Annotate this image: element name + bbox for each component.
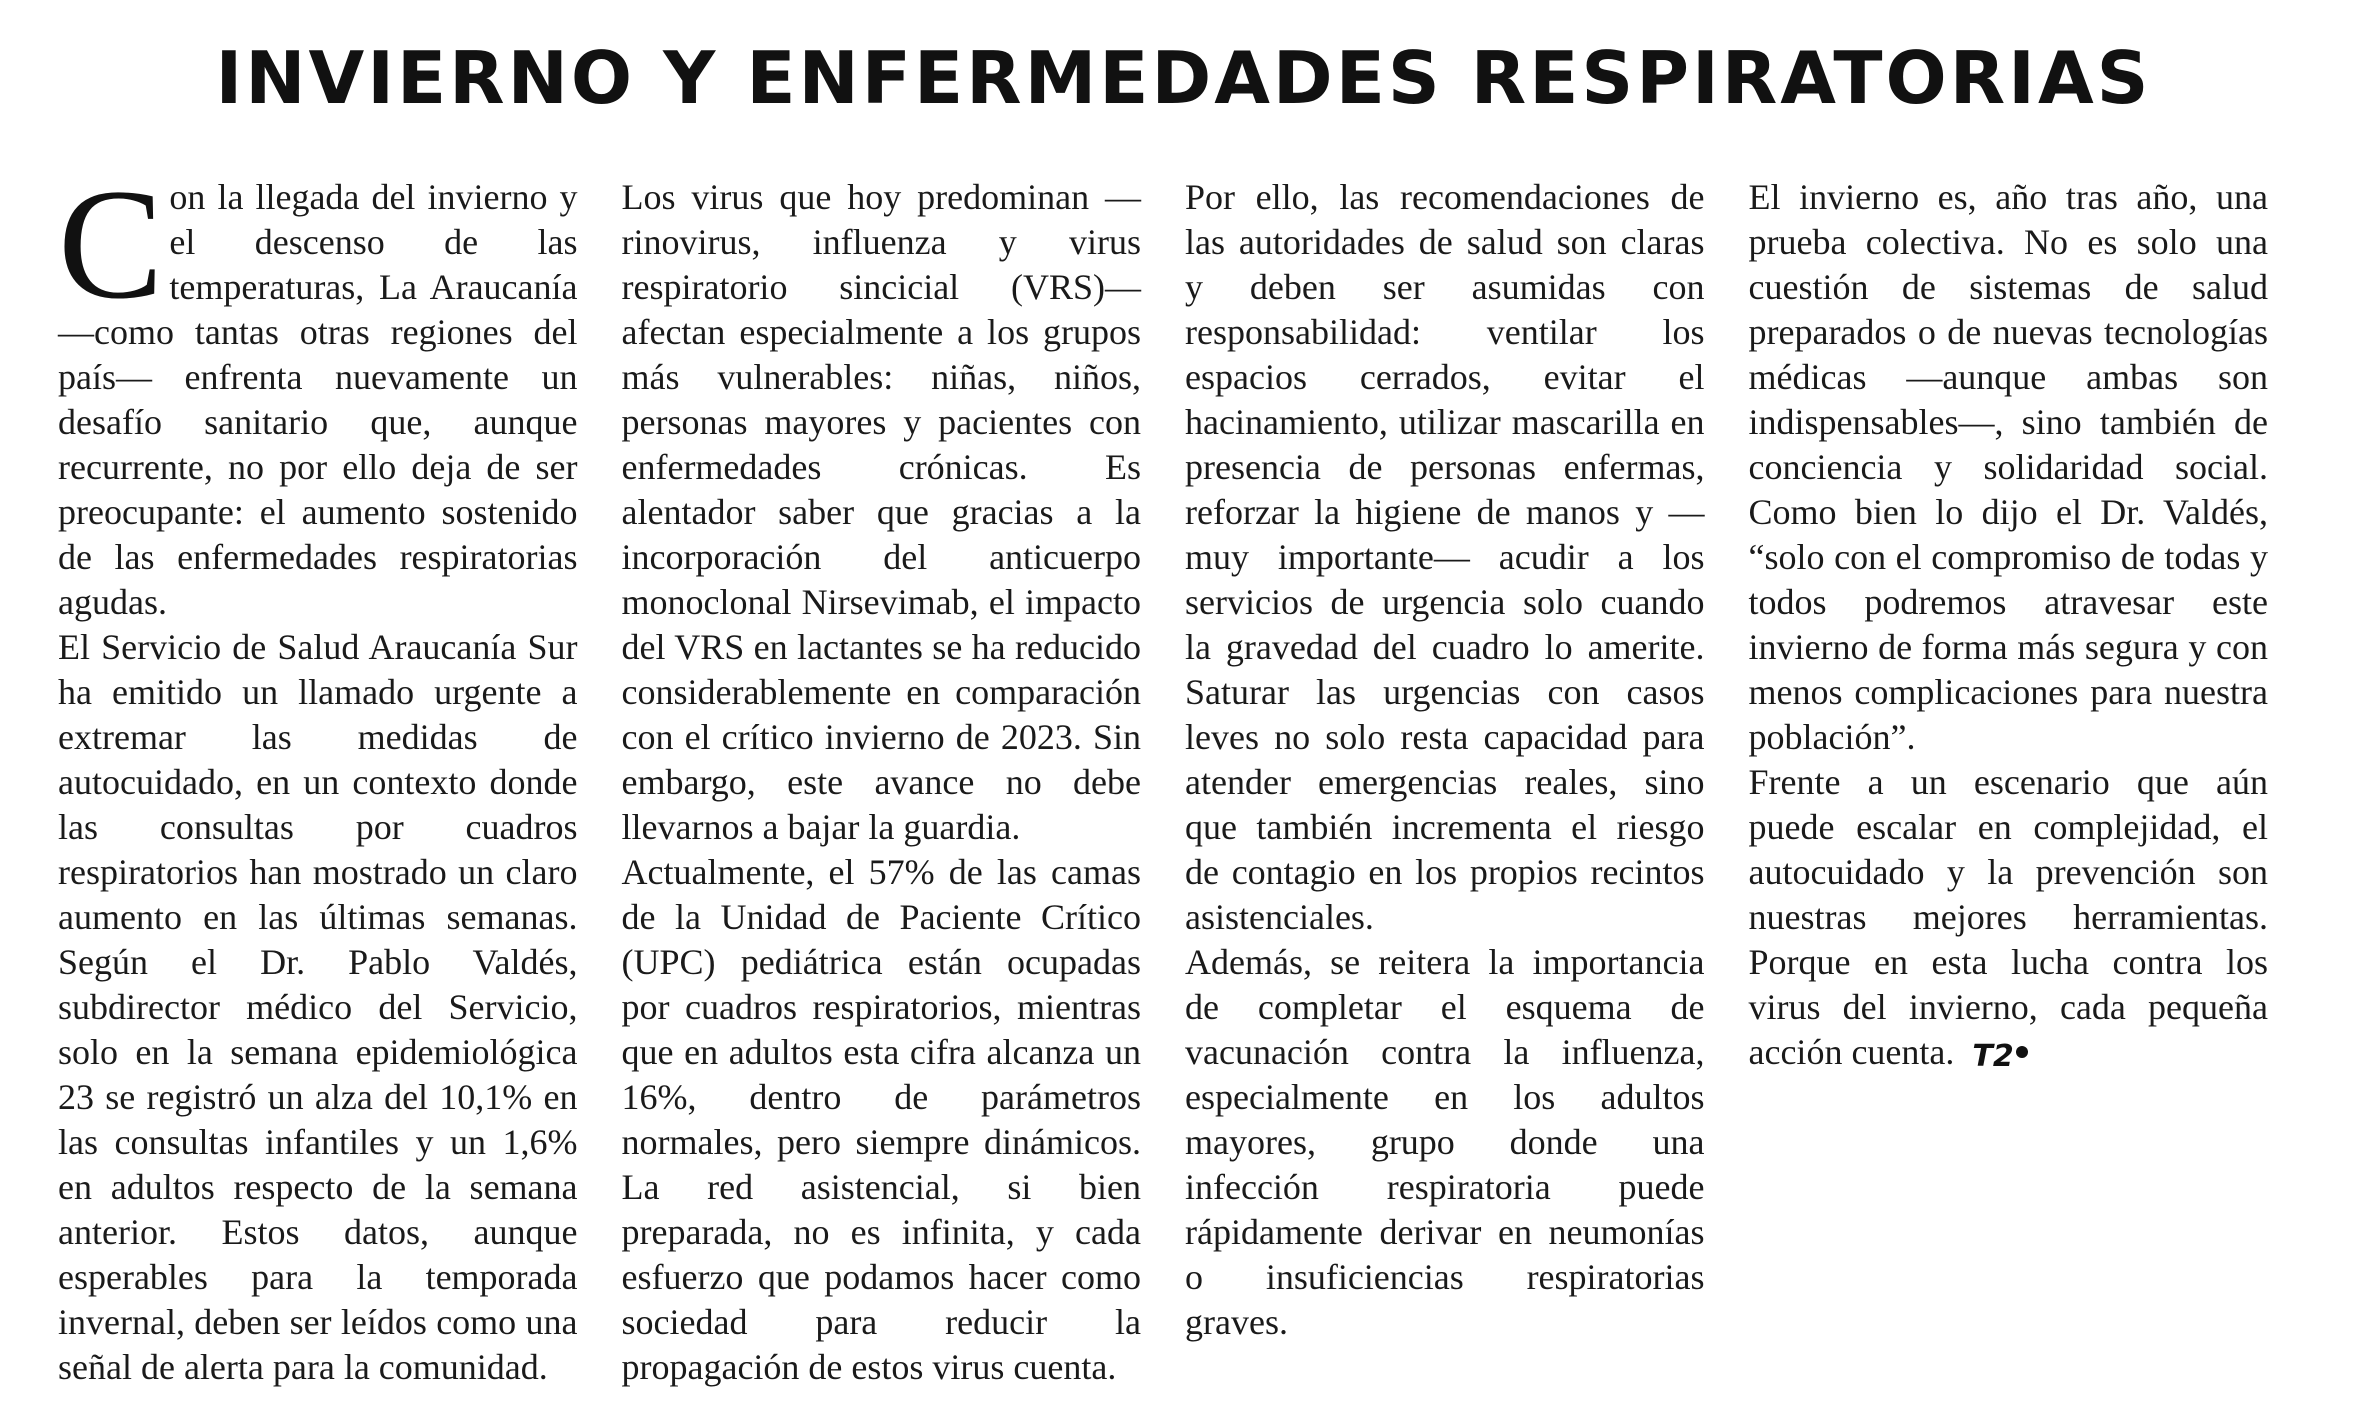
article-headline: INVIERNO Y ENFERMEDADES RESPIRATORIAS [215, 36, 2152, 120]
article-paragraph: Por ello, las recomendaciones de las autoridades de salud son claras y deben ser asumidas con responsabilidad: ventilar los espacios cerrados, evitar el hacinamiento, utilizar mascarilla en presencia de personas enfermas, reforzar la higiene de manos y —muy importante— acudir a los servicios de urgencia solo cuando la gravedad del cuadro lo amerite. Saturar las urgencias con casos leves no solo resta capacidad para atender emergencias reales, sino que también incrementa el riesgo de contagio en los propios recintos asistenciales. [1185, 177, 1705, 937]
article-body [58, 157, 2268, 1405]
article-paragraph [58, 157, 578, 625]
signature-text: T2 [1972, 1039, 2014, 1074]
article-paragraph: Los virus que hoy predominan —rinovirus, influenza y virus respiratorio sincicial (VRS)— afectan especialmente a los grupos más vulnerables: niñas, niños, personas mayores y pacientes con enfermedades crónicas. Es alentador saber que gracias a la incorporación del anticuerpo monoclonal Nirsevimab, el impacto del VRS en lactantes se ha reducido considerablemente en comparación con el crítico invierno de 2023. Sin embargo, este avance no debe llevarnos a bajar la guardia. [621, 177, 1141, 847]
paragraph-text: on la llegada del invierno y el descenso de las temperaturas, La Araucanía —como tantas otras regiones del país— enfrenta nuevamente un desafío sanitario que, aunque recurrente, no por ello deja de ser preocupante: el aumento sostenido de las enfermedades respiratorias agudas. [58, 177, 578, 622]
article-paragraph: Actualmente, el 57% de las camas de la Unidad de Paciente Crítico (UPC) pediátrica están ocupadas por cuadros respiratorios, mientras que en adultos esta cifra alcanza un 16%, dentro de parámetros normales, pero siempre dinámicos. La red asistencial, si bien preparada, no es infinita, y cada esfuerzo que podamos hacer como sociedad para reducir la propagación de estos virus cuenta. [621, 852, 1141, 1387]
drop-cap: C [58, 157, 164, 332]
end-signature-logo [1972, 1039, 2027, 1074]
article-paragraph [1749, 760, 2269, 1075]
signature-dot-icon [2016, 1046, 2028, 1058]
article-paragraph: El invierno es, año tras año, una prueba colectiva. No es solo una cuestión de sistemas de salud preparados o de nuevas tecnologías médicas —aunque ambas son indispensables—, sino también de conciencia y solidaridad social. Como bien lo dijo el Dr. Valdés, “solo con el compromiso de todas y todos podremos atravesar este invierno de forma más segura y con menos complicaciones para nuestra población”. [1748, 177, 2268, 757]
article-paragraph: El Servicio de Salud Araucanía Sur ha emitido un llamado urgente a extremar las medidas de autocuidado, en un contexto donde las consultas por cuadros respiratorios han mostrado un claro aumento en las últimas semanas. Según el Dr. Pablo Valdés, subdirector médico del Servicio, solo en la semana epidemiológica 23 se registró un alza del 10,1% en las consultas infantiles y un 1,6% en adultos respecto de la semana anterior. Estos datos, aunque esperables para la temporada invernal, deben ser leídos como una señal de alerta para la comunidad. [58, 627, 578, 1387]
paragraph-text: Frente a un escenario que aún puede escalar en complejidad, el autocuidado y la prevención son nuestras mejores herramientas. Porque en esta lucha contra los virus del invierno, cada pequeña acción cuenta. [1748, 762, 2268, 1072]
article-paragraph: Además, se reitera la importancia de completar el esquema de vacunación contra la influenza, especialmente en los adultos mayores, grupo donde una infección respiratoria puede rápidamente derivar en neumonías o insuficiencias respiratorias graves. [1185, 942, 1705, 1342]
